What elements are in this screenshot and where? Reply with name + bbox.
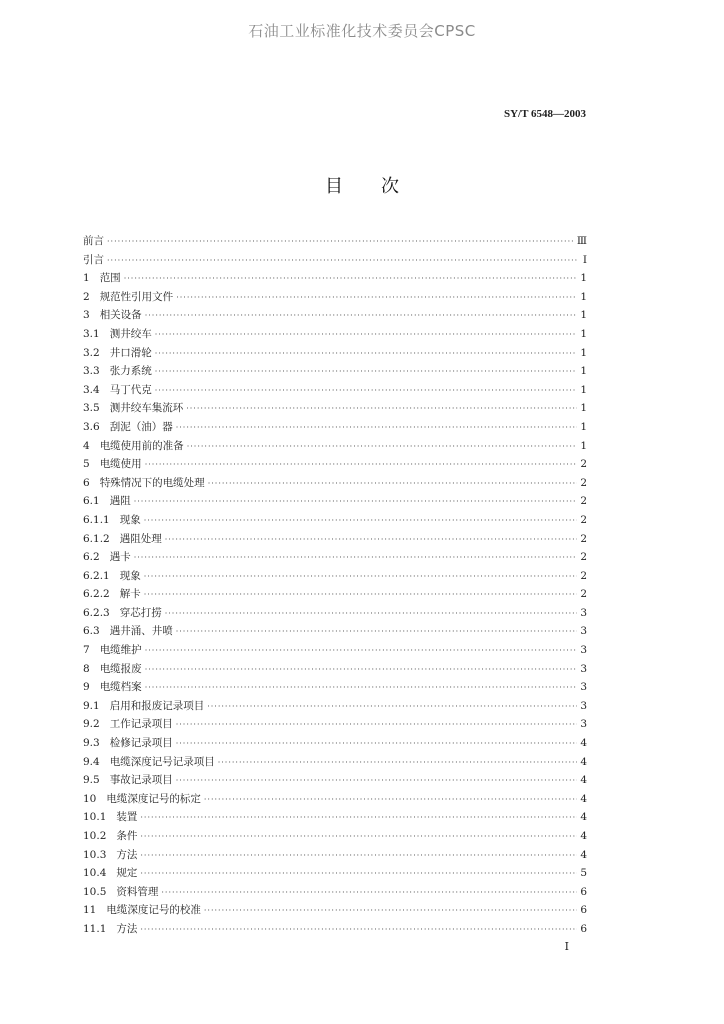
toc-entry-number: 3.6 — [83, 420, 100, 433]
toc-entry-number: 10.3 — [83, 848, 107, 861]
toc-entry-label: 特殊情况下的电缆处理 — [99, 476, 205, 489]
toc-entry[interactable] — [83, 864, 587, 883]
toc-entry-page: 4 — [580, 792, 587, 805]
toc-entry[interactable] — [83, 325, 587, 344]
toc-entry[interactable] — [83, 697, 587, 716]
toc-dot-leader — [140, 847, 577, 866]
toc-entry-page: 6 — [580, 922, 587, 935]
toc-entry-number: 9.3 — [83, 737, 100, 750]
toc-entry[interactable] — [83, 251, 587, 270]
toc-entry-label: 规定 — [116, 867, 138, 880]
toc-entry[interactable] — [83, 437, 587, 456]
toc-dot-leader — [145, 661, 578, 680]
toc-dot-leader — [145, 679, 578, 698]
page-number: Ⅰ — [564, 941, 569, 953]
toc-entry-label: 刮泥（油）器 — [109, 420, 173, 433]
toc-entry-page: 4 — [580, 755, 587, 768]
toc-entry[interactable] — [83, 622, 587, 641]
toc-entry[interactable] — [83, 548, 587, 567]
toc-entry-label: 电缆使用前的准备 — [99, 439, 184, 452]
toc-dot-leader — [218, 754, 578, 773]
toc-entry[interactable] — [83, 920, 587, 939]
toc-dot-leader — [176, 289, 577, 308]
toc-entry-number: 1 — [83, 272, 90, 285]
toc-entry-number: 6.2.3 — [83, 606, 110, 619]
toc-entry-label: 电缆档案 — [99, 681, 142, 694]
toc-entry-page: 1 — [580, 420, 587, 433]
toc-entry[interactable] — [83, 381, 587, 400]
title-char-2: 次 — [381, 176, 399, 197]
toc-entry-page: 3 — [580, 625, 587, 638]
toc-entry-number: 6.2 — [83, 551, 100, 564]
toc-entry-number: 10.2 — [83, 830, 107, 842]
toc-entry-label: 相关设备 — [99, 309, 142, 322]
toc-dot-leader — [176, 419, 578, 438]
toc-entry[interactable] — [83, 846, 587, 865]
toc-entry-label: 现象 — [119, 569, 141, 582]
toc-entry[interactable] — [83, 883, 587, 902]
toc-entry[interactable] — [83, 678, 587, 697]
toc-entry-number: 9.4 — [83, 755, 100, 768]
table-of-contents — [83, 232, 587, 939]
toc-dot-leader — [161, 884, 577, 903]
toc-entry[interactable] — [83, 715, 587, 734]
toc-entry-number: 11 — [83, 904, 97, 917]
toc-entry[interactable] — [83, 455, 587, 474]
toc-entry-page: 3 — [580, 662, 587, 675]
toc-dot-leader — [107, 233, 574, 252]
toc-entry-number: 3.2 — [83, 346, 100, 359]
toc-entry-label: 测井绞车 — [109, 327, 152, 340]
toc-entry[interactable] — [83, 585, 587, 604]
toc-entry-page: 3 — [580, 606, 587, 619]
toc-dot-leader — [186, 400, 577, 419]
toc-entry[interactable] — [83, 641, 587, 660]
toc-dot-leader — [204, 791, 577, 810]
toc-entry-page: 1 — [580, 290, 587, 303]
toc-entry-page: 4 — [580, 774, 587, 787]
toc-dot-leader — [140, 921, 577, 940]
toc-entry-page: 2 — [580, 551, 587, 564]
page-title — [0, 172, 724, 198]
toc-entry-number: 3 — [83, 309, 90, 322]
toc-entry-page: 2 — [580, 569, 587, 582]
toc-dot-leader — [187, 438, 578, 457]
toc-entry-label: 现象 — [119, 513, 141, 526]
toc-dot-leader — [124, 270, 578, 289]
toc-dot-leader — [176, 735, 578, 754]
toc-entry-number: 4 — [83, 439, 90, 452]
toc-entry-number: 9 — [83, 681, 90, 694]
toc-entry-label: 穿芯打捞 — [119, 606, 162, 619]
toc-entry[interactable] — [83, 362, 587, 381]
toc-dot-leader — [145, 642, 578, 661]
toc-entry-number: 3.4 — [83, 383, 100, 396]
toc-entry-label: 电缆深度记号记录项目 — [109, 755, 215, 768]
toc-dot-leader — [176, 716, 578, 735]
toc-entry-page: 4 — [580, 811, 587, 824]
toc-entry-page: 3 — [580, 644, 587, 657]
toc-entry-label: 测井绞车集流环 — [109, 402, 184, 415]
toc-entry-label: 马丁代克 — [109, 383, 152, 396]
toc-dot-leader — [140, 828, 577, 847]
toc-entry-page: 1 — [580, 272, 587, 285]
toc-entry[interactable] — [83, 660, 587, 679]
toc-entry[interactable] — [83, 399, 587, 418]
toc-entry[interactable] — [83, 418, 587, 437]
toc-entry-number: 6.2.1 — [83, 569, 110, 582]
toc-entry-label: 事故记录项目 — [109, 774, 173, 787]
toc-dot-leader — [204, 902, 577, 921]
toc-entry-number: 5 — [83, 458, 90, 471]
toc-entry[interactable] — [83, 827, 587, 846]
toc-entry-number: 6.3 — [83, 625, 100, 638]
toc-entry-page: 2 — [580, 476, 587, 489]
toc-entry[interactable] — [83, 492, 587, 511]
toc-entry-label: 井口滑轮 — [109, 346, 152, 359]
toc-dot-leader — [155, 326, 578, 345]
toc-entry[interactable] — [83, 790, 587, 809]
toc-entry-number: 11.1 — [83, 922, 107, 935]
toc-entry-number: 10 — [83, 792, 97, 805]
toc-entry[interactable] — [83, 306, 587, 325]
toc-entry-number: 10.4 — [83, 867, 107, 880]
document-code: SY/T 6548—2003 — [503, 108, 586, 120]
toc-entry-number: 9.2 — [83, 718, 100, 731]
toc-entry-label: 电缆报废 — [99, 662, 142, 675]
toc-entry-page: 3 — [580, 699, 587, 712]
toc-dot-leader — [140, 809, 577, 828]
toc-entry-label: 前言 — [83, 235, 104, 247]
title-char-1: 目 — [325, 176, 343, 197]
toc-entry-label: 条件 — [116, 830, 138, 842]
toc-entry-page: 1 — [580, 439, 587, 452]
toc-entry-number: 3.1 — [83, 327, 100, 340]
toc-entry-page: 1 — [580, 383, 587, 396]
toc-entry-label: 工作记录项目 — [109, 718, 173, 731]
toc-entry-page: 2 — [580, 588, 587, 601]
toc-entry-page: 5 — [580, 867, 587, 880]
toc-entry-number: 7 — [83, 644, 90, 657]
toc-dot-leader — [176, 772, 578, 791]
toc-dot-leader — [134, 493, 578, 512]
toc-entry-label: 电缆深度记号的校准 — [106, 904, 201, 917]
toc-entry-page: 1 — [580, 402, 587, 415]
toc-entry-number: 10.5 — [83, 885, 107, 898]
toc-dot-leader — [176, 623, 578, 642]
watermark-text: 石油工业标准化技术委员会CPSC — [248, 22, 476, 40]
toc-entry-page: 6 — [580, 885, 587, 898]
toc-entry-page: 3 — [580, 681, 587, 694]
toc-entry[interactable] — [83, 344, 587, 363]
toc-entry-label: 方法 — [116, 922, 138, 935]
toc-entry-number: 6.2.2 — [83, 588, 110, 601]
toc-entry-number: 8 — [83, 662, 90, 675]
toc-entry-number: 2 — [83, 290, 90, 303]
toc-entry-page: 6 — [580, 904, 587, 917]
toc-entry-page: 4 — [580, 737, 587, 750]
toc-entry-label: 遇卡 — [109, 551, 131, 564]
toc-entry-label: 电缆维护 — [99, 644, 142, 657]
toc-entry[interactable] — [83, 474, 587, 493]
toc-entry-label: 引言 — [83, 253, 104, 266]
toc-entry-label: 规范性引用文件 — [99, 290, 174, 303]
toc-dot-leader — [144, 568, 578, 587]
toc-entry-label: 电缆深度记号的标定 — [106, 792, 201, 805]
toc-entry-label: 资料管理 — [116, 885, 159, 898]
toc-entry[interactable] — [83, 808, 587, 827]
toc-entry-label: 检修记录项目 — [109, 737, 173, 750]
toc-entry[interactable] — [83, 771, 587, 790]
toc-entry-page: 1 — [580, 327, 587, 340]
toc-entry-label: 电缆使用 — [99, 458, 142, 471]
toc-entry-label: 启用和报废记录项目 — [109, 699, 205, 712]
toc-entry-label: 遇阻处理 — [119, 532, 162, 545]
toc-entry-label: 范围 — [99, 272, 121, 285]
toc-dot-leader — [155, 345, 578, 364]
toc-entry-label: 解卡 — [119, 588, 141, 601]
toc-entry-label: 方法 — [116, 848, 138, 861]
toc-entry-page: 4 — [580, 848, 587, 861]
toc-entry[interactable] — [83, 901, 587, 920]
toc-entry-label: 遇阻 — [109, 495, 131, 508]
toc-entry-number: 3.3 — [83, 365, 100, 378]
toc-entry-label: 张力系统 — [109, 365, 152, 378]
toc-entry-number: 9.1 — [83, 699, 100, 712]
toc-dot-leader — [155, 382, 578, 401]
toc-entry-page: 2 — [580, 458, 587, 471]
toc-entry[interactable] — [83, 288, 587, 307]
toc-entry-label: 遇井涌、井喷 — [109, 625, 173, 638]
toc-dot-leader — [144, 586, 578, 605]
toc-entry-page: 2 — [580, 495, 587, 508]
toc-dot-leader — [145, 456, 578, 475]
toc-entry-number: 9.5 — [83, 774, 100, 787]
toc-entry-page: 4 — [580, 830, 587, 842]
toc-dot-leader — [134, 549, 578, 568]
toc-entry[interactable] — [83, 567, 587, 586]
toc-entry-page: 1 — [580, 309, 587, 322]
toc-entry[interactable] — [83, 511, 587, 530]
toc-entry-number: 3.5 — [83, 402, 100, 415]
toc-entry-page: 2 — [580, 532, 587, 545]
toc-dot-leader — [144, 512, 578, 531]
toc-entry-label: 装置 — [116, 811, 138, 824]
toc-entry[interactable] — [83, 232, 587, 251]
toc-dot-leader — [155, 363, 578, 382]
toc-entry-number: 6.1.2 — [83, 532, 110, 545]
toc-dot-leader — [207, 698, 577, 717]
toc-entry-page: 2 — [580, 513, 587, 526]
toc-entry-number: 6 — [83, 476, 90, 489]
toc-entry[interactable] — [83, 530, 587, 549]
toc-entry[interactable] — [83, 269, 587, 288]
toc-entry-number: 10.1 — [83, 811, 107, 824]
toc-entry-page: 1 — [580, 365, 587, 378]
toc-entry-page: Ⅲ — [576, 235, 587, 247]
toc-entry[interactable] — [83, 734, 587, 753]
toc-entry[interactable] — [83, 753, 587, 772]
toc-entry-number: 6.1 — [83, 495, 100, 508]
toc-dot-leader — [140, 865, 577, 884]
toc-dot-leader — [165, 605, 578, 624]
toc-entry-page: Ⅰ — [582, 253, 587, 266]
toc-dot-leader — [165, 531, 578, 550]
toc-entry-page: 3 — [580, 718, 587, 731]
toc-dot-leader — [208, 475, 578, 494]
toc-entry-page: 1 — [580, 346, 587, 359]
toc-dot-leader — [107, 252, 578, 271]
toc-entry-number: 6.1.1 — [83, 513, 110, 526]
toc-dot-leader — [145, 307, 578, 326]
toc-entry[interactable] — [83, 604, 587, 623]
